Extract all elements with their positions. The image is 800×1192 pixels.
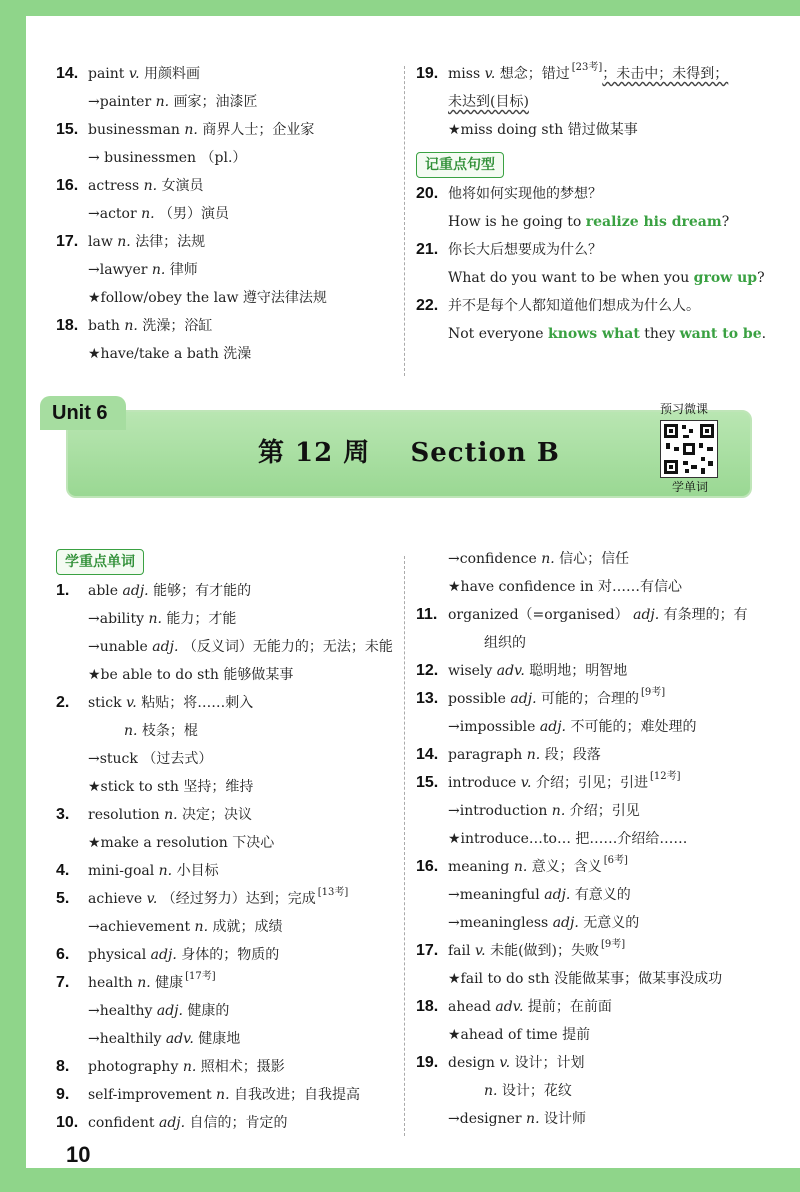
entry-number: 18. [56,317,79,334]
entry-number: 14. [416,746,439,763]
entry-word: meaning [448,859,514,875]
sentence-text: Not everyone [448,326,549,342]
part-of-speech: n. [551,803,570,819]
part-of-speech: v. [474,943,491,959]
part-of-speech: v. [128,66,145,82]
entry-number: 13. [416,690,439,707]
definition-text: 健康地 [198,1031,241,1047]
phrase-line [416,1021,796,1049]
exam-count-badge: [9考] [601,939,626,950]
part-of-speech: n. [158,863,177,879]
definition-text: 身体的；物质的 [181,947,280,963]
part-of-speech: v. [126,695,142,711]
part-of-speech: n. [141,206,160,222]
entry-word: photography [88,1059,183,1075]
entry-number: 22. [416,297,439,314]
derived-word-line [416,713,796,741]
derived-word: →healthy [88,1003,157,1019]
entry-number: 20. [416,185,439,202]
derived-word-line [56,745,406,773]
section-title: 第 12 周 Section B [258,438,560,468]
derived-word: →unable [88,639,153,655]
key-phrase: realize his dream [585,214,722,230]
part-of-speech: n. [526,1111,544,1127]
entry-word: design [448,1055,500,1071]
sentence-en [416,208,796,236]
definition-text: 可能的；合理的 [540,691,639,707]
vocab-entry-19: 19. miss v. 想念；错过 [23考]；未击中；未得到； [416,62,729,82]
qr-caption-top: 预习微课 [660,402,709,416]
phrase-line [56,661,406,689]
page-number: 10 [66,1142,91,1167]
derived-word-line [56,256,406,284]
vocab-entry [56,689,406,717]
part-of-speech: adj. [539,719,571,735]
vocab-entry [56,857,406,885]
vocab-entry [416,769,796,797]
definition-text: 画家；油漆匠 [173,94,258,110]
derived-word-line [56,88,406,116]
entry-number: 4. [56,862,70,879]
definition-text: 自信的；肯定的 [189,1115,288,1131]
entry-number: 11. [416,606,438,623]
phrase-text: ★introduce…to… 把……介绍给…… [448,831,688,847]
phrase-text: ★have/take a bath 洗澡 [88,346,252,362]
part-of-speech: adj. [552,915,584,931]
vocab-entry [416,685,796,713]
vocab-entry [56,312,406,340]
sentence-list [416,180,796,348]
entry-word: stick [88,695,127,711]
alt-sense-line [56,717,406,745]
derived-word: →ability [88,611,149,627]
part-of-speech: n. [194,919,213,935]
part-of-speech: adv. [496,663,530,679]
definition-text: 不可能的；难处理的 [570,719,697,735]
phrase-text: ★have confidence in 对……有信心 [448,579,682,595]
definition-text: 设计；计划 [514,1055,585,1071]
entry-word: paragraph [448,747,527,763]
part-of-speech: adj. [156,1003,188,1019]
sentence-cn [416,180,796,208]
definition-text: 有意义的 [574,887,631,903]
definition-text: 信心；信任 [559,551,630,567]
vocab-entry [416,993,796,1021]
entry-number: 17. [56,233,79,250]
entry-word: wisely [448,663,497,679]
derived-word: →confidence [448,551,542,567]
part-of-speech: n. [182,1059,201,1075]
entry-number: 1. [56,582,70,599]
phrase-text: ★stick to sth 坚持；维持 [88,779,254,795]
entry-number: 15. [56,121,79,138]
sentence-text: they [639,326,680,342]
part-of-speech: n. [148,611,167,627]
phrase-text: ★ahead of time 提前 [448,1027,591,1043]
definition-text: 健康的 [187,1003,230,1019]
derived-word-line [56,144,406,172]
derived-word-line [56,200,406,228]
vocab-entry [56,172,406,200]
part-of-speech: adj. [158,1115,190,1131]
phrase-line [56,284,406,312]
vocab-column-bottom-right [416,545,796,1133]
definition-text: 设计；花纹 [501,1083,572,1099]
definition-text: 聪明地；明智地 [529,663,628,679]
entry-number: 18. [416,998,439,1015]
definition-text: 粘贴；将……刺入 [141,695,254,711]
sentence-text: . [761,326,767,342]
phrase-line [56,773,406,801]
part-of-speech: n. [541,551,560,567]
vocab-entry [56,60,406,88]
entry-number: 14. [56,65,79,82]
definition-text: 照相术；摄影 [200,1059,285,1075]
entry-word: law [88,234,118,250]
entry-word: achieve [88,891,147,907]
entry-word: bath [88,318,125,334]
entry-number: 12. [416,662,439,679]
key-phrase: want to be [679,326,762,342]
definition-text: 介绍；引见；引进 [535,775,648,791]
entry-word: mini-goal [88,863,159,879]
entry-number: 10. [56,1114,79,1131]
part-of-speech: n. [124,723,142,739]
entry-word: able [88,583,123,599]
phrase-text: ★be able to do sth 能够做某事 [88,667,294,683]
part-of-speech: v. [520,775,536,791]
vocab-entry [56,801,406,829]
definition-text: 法律；法规 [135,234,206,250]
vocab-entry [56,941,406,969]
vocab-entry [416,741,796,769]
vocab-entry [56,1053,406,1081]
definition-text: （pl.） [200,150,247,166]
derived-word: →designer [448,1111,527,1127]
phrase-text: ★follow/obey the law 遵守法律法规 [88,290,327,306]
unit-banner [40,396,750,498]
part-of-speech: n. [513,859,532,875]
part-of-speech: adj. [633,607,664,623]
derived-word: →lawyer [88,262,152,278]
derived-word-line [56,605,406,633]
definition-text: 枝条；棍 [141,723,198,739]
part-of-speech: n. [151,262,170,278]
phrase-line: ★miss doing sth 错过做某事 [448,122,638,138]
key-phrase: grow up [693,270,758,286]
entry-number: 7. [56,974,70,991]
phrase-line [416,573,796,601]
part-of-speech: adj. [544,887,575,903]
definition-text: 用颜料画 [144,66,201,82]
vocab-entry [56,1081,406,1109]
entry-word: confident [88,1115,159,1131]
definition-text: 提前；在前面 [527,999,612,1015]
vocab-column-top-left [56,60,406,368]
derived-word: →actor [88,206,142,222]
part-of-speech: adj. [122,583,154,599]
sentence-en [416,320,796,348]
entry-number: 3. [56,806,70,823]
exam-count-badge: [17考] [185,971,216,982]
entry-number: 21. [416,241,439,258]
definition-text: 健康 [155,975,184,991]
exam-count-badge: [9考] [640,687,666,698]
part-of-speech: n. [117,234,136,250]
definition-text: 小目标 [176,863,219,879]
part-of-speech: adj. [152,639,183,655]
part-of-speech: n. [184,122,203,138]
unit-tab: Unit 6 [40,396,126,430]
derived-word-line [56,997,406,1025]
part-of-speech: v. [499,1055,515,1071]
part-of-speech: adj. [510,691,541,707]
qr-pattern-icon [661,421,717,477]
definition-text: 意义；含义 [531,859,602,875]
entry-number: 6. [56,946,70,963]
vocab-column-top-right [416,60,796,348]
entry-word: health [88,975,138,991]
definition-text: （经过努力）达到；完成 [161,891,316,907]
derived-word-line [56,633,406,661]
entry-word: introduce [448,775,521,791]
vocab-entry [56,1109,406,1137]
sentence-chinese: 他将如何实现他的梦想？ [448,186,602,202]
definition-text: 女演员 [161,178,204,194]
definition-text: 能力；才能 [166,611,237,627]
exam-count-badge: [13考] [317,887,349,898]
definition-text: 组织的 [484,635,526,651]
alt-sense-line [416,1077,796,1105]
part-of-speech: n. [143,178,162,194]
section-tag-words: 学重点单词 [56,549,144,575]
vocab-entry [56,969,406,997]
entry-word: fail [448,943,475,959]
entry-word: resolution [88,807,165,823]
part-of-speech: n. [124,318,143,334]
entry-word: ahead [448,999,496,1015]
qr-code-icon[interactable] [660,420,718,478]
entry-number: 15. [416,774,439,791]
vocab-entry [56,116,406,144]
phrase-line [416,965,796,993]
definition-text: 洗澡；浴缸 [142,318,213,334]
definition-text: 决定；决议 [182,807,253,823]
derived-word-line [56,913,406,941]
part-of-speech: adv. [495,999,528,1015]
derived-word-line [416,545,796,573]
vocab-entry [416,937,796,965]
entry-word: organized（=organised） [448,607,634,623]
entry-number: 17. [416,942,439,959]
vocab-entry [416,853,796,881]
definition-text: 自我改进；自我提高 [233,1087,360,1103]
definition-text: （男）演员 [159,206,230,222]
derived-word-line [416,1105,796,1133]
key-phrase: knows what [548,326,640,342]
sentence-text: How is he going to [448,214,586,230]
exam-count-badge: [12考] [649,771,681,782]
definition-text: 设计师 [543,1111,586,1127]
sentence-text: ? [721,214,730,230]
vocab-column-bottom-left [56,541,406,1137]
part-of-speech: v. [146,891,162,907]
definition-text: （过去式） [142,751,213,767]
vocab-entry [56,885,406,913]
sentence-cn [416,292,796,320]
derived-word: →impossible [448,719,540,735]
entry-number: 16. [56,177,79,194]
vocab-entry [416,657,796,685]
part-of-speech: n. [484,1083,502,1099]
definition-text: 无意义的 [583,915,640,931]
entry-word: possible [448,691,511,707]
derived-word: →introduction [448,803,552,819]
entry-number: 5. [56,890,70,907]
part-of-speech: adv. [165,1031,199,1047]
definition-text: 律师 [169,262,198,278]
vocab-entry [56,577,406,605]
sentence-text: ? [757,270,765,286]
derived-word: →meaningful [448,887,545,903]
part-of-speech: n. [137,975,156,991]
definition-text: （反义词）无能力的；无法；未能 [182,639,393,655]
vocab-entry [56,228,406,256]
definition-text: 有条理的；有 [663,607,748,623]
derived-word: →stuck [88,751,143,767]
part-of-speech: n. [216,1087,234,1103]
sentence-en [416,264,796,292]
phrase-line [56,340,406,368]
entry-word: actress [88,178,144,194]
phrase-line [56,829,406,857]
phrase-text: ★fail to do sth 没能做某事；做某事没成功 [448,971,723,987]
sentence-text: What do you want to be when you [448,270,694,286]
derived-word: →painter [88,94,156,110]
vocab-entry-19-cont: 未达到(目标) [448,94,529,110]
derived-word-line [416,881,796,909]
vocab-entry [416,601,796,629]
entry-number: 9. [56,1086,70,1103]
definition-text: 商界人士；企业家 [202,122,315,138]
phrase-text: ★make a resolution 下决心 [88,835,275,851]
derived-word: →meaningless [448,915,553,931]
sentence-cn [416,236,796,264]
entry-word: paint [88,66,129,82]
derived-word: → businessmen [88,150,201,166]
part-of-speech: n. [164,807,183,823]
part-of-speech: adj. [150,947,182,963]
definition-text: 成就；成绩 [212,919,283,935]
vocab-entry [416,1049,796,1077]
definition-text: 未能(做到)；失败 [490,943,600,959]
derived-word: →achievement [88,919,195,935]
derived-word-line [416,909,796,937]
entry-number: 8. [56,1058,70,1075]
sentence-chinese: 你长大后想要成为什么？ [448,242,602,258]
page [26,16,800,1168]
definition-continuation [416,629,796,657]
derived-word-line [56,1025,406,1053]
derived-word: →healthily [88,1031,166,1047]
definition-text: 段；段落 [544,747,601,763]
entry-number: 19. [416,1054,439,1071]
sentence-chinese: 并不是每个人都知道他们想成为什么人。 [448,298,700,314]
phrase-line [416,825,796,853]
definition-text: 介绍；引见 [569,803,640,819]
exam-count-badge: [6考] [603,855,628,866]
entry-word: physical [88,947,151,963]
derived-word-line [416,797,796,825]
entry-number: 16. [416,858,439,875]
entry-number: 2. [56,694,70,711]
section-tag-sentences: 记重点句型 [416,152,504,178]
definition-text: 能够；有才能的 [153,583,252,599]
qr-caption-bottom: 学单词 [672,480,709,494]
part-of-speech: n. [155,94,174,110]
entry-word: self-improvement [88,1087,217,1103]
part-of-speech: n. [526,747,545,763]
entry-word: businessman [88,122,185,138]
